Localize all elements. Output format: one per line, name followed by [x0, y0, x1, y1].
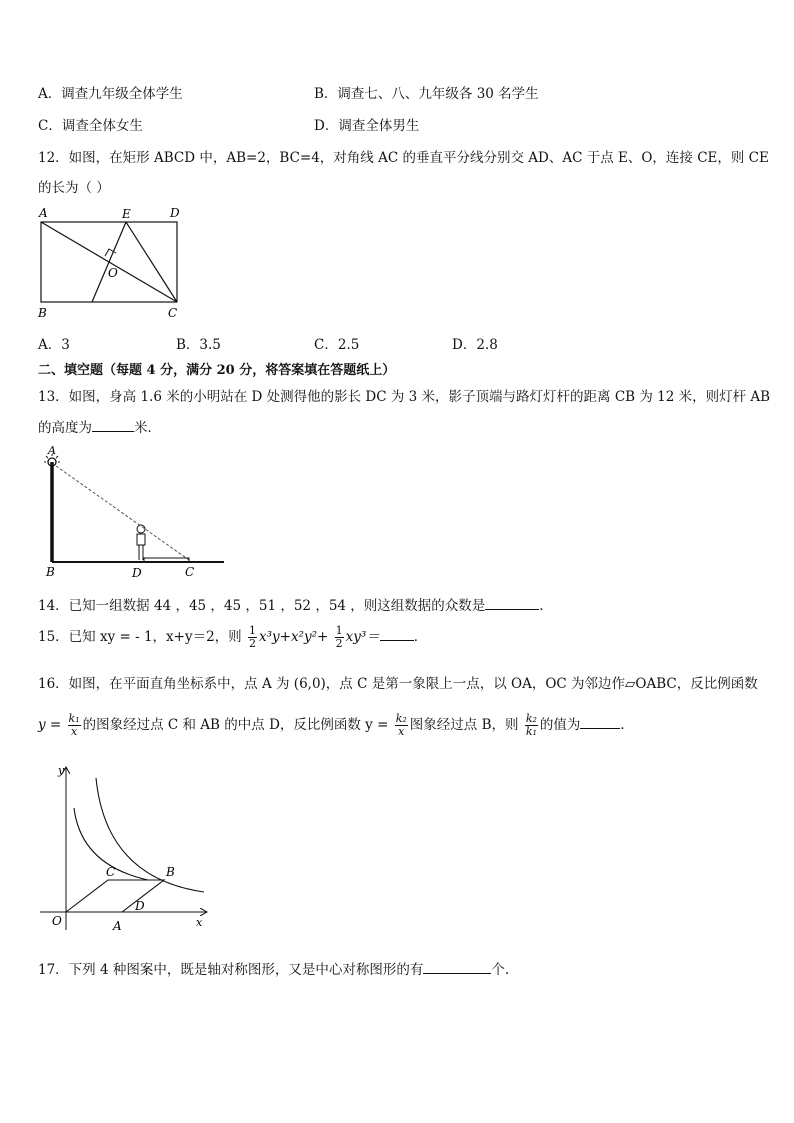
q16-label-x: x: [196, 916, 203, 929]
q16-coordinate-figure: [36, 760, 216, 935]
q16-label-d: D: [135, 899, 145, 913]
q13-streetlight-figure: [36, 442, 231, 582]
q13-label-d: D: [132, 566, 142, 580]
q13-label-c: C: [185, 565, 195, 579]
q12-option-a: A．3: [38, 337, 70, 353]
q12-option-b: B．3.5: [176, 337, 221, 353]
q15-fraction-2: $\frac{1}{2}$: [335, 624, 343, 650]
q12-label-e: E: [122, 207, 131, 221]
q16-label-a: A: [113, 919, 122, 933]
q16-fraction-k1-x: $\frac{\text{k₁}}{x}$: [68, 712, 80, 738]
q16-stem-line1: 16．如图，在平面直角坐标系中，点 A 为 (6,0)，点 C 是第一象限上一点，以 OA，OC 为邻边作▱OABC，反比例函数: [38, 676, 758, 692]
q11-option-a: A．调查九年级全体学生: [38, 86, 183, 102]
q13-person-icon: [137, 525, 145, 560]
q12-stem-line2: 的长为（ ）: [38, 180, 110, 196]
q13-label-b: B: [46, 565, 55, 579]
q15-stem: 15．已知 xy = - 1，x+y＝2，则 $\frac{1}{2}$ x³y+x²y²+ $\frac{1}{2}$ xy³＝ ．: [38, 624, 428, 650]
q16-label-o: O: [52, 914, 62, 928]
q11-option-b: B．调查七、八、九年级各 30 名学生: [314, 86, 539, 102]
q13-label-a: A: [48, 444, 56, 457]
q14-stem: 14．已知一组数据 44 ，45 ，45 ，51 ，52 ，54 ，则这组数据的众数是 .: [38, 598, 544, 614]
q12-label-c: C: [168, 306, 178, 320]
q14-answer-blank[interactable]: [485, 597, 539, 610]
q17-stem: 17．下列 4 种图案中，既是轴对称图形，又是中心对称图形的有 个.: [38, 962, 510, 978]
q11-option-d: D．调查全体男生: [314, 118, 420, 134]
q13-stem-line1: 13．如图，身高 1.6 米的小明站在 D 处测得他的影长 DC 为 3 米，影子顶端与路灯灯杆的距离 CB 为 12 米，则灯杆 AB: [38, 389, 771, 405]
q11-option-c: C．调查全体女生: [38, 118, 143, 134]
q13-stem-line2: 的高度为 米．: [38, 420, 161, 436]
q12-label-b: B: [38, 306, 47, 320]
q16-label-c: C: [106, 865, 116, 879]
q16-fraction-k2-x: $\frac{\text{k₂}}{x}$: [395, 712, 407, 738]
section2-header: 二、填空题（每题 4 分，满分 20 分，将答案填在答题纸上）: [38, 363, 396, 378]
q16-label-y: y: [58, 764, 65, 777]
q12-label-d: D: [170, 206, 180, 220]
q16-fraction-k2-k1: $\frac{\text{k₂}}{\text{k₁}}$: [525, 712, 537, 738]
q12-option-d: D．2.8: [452, 337, 498, 353]
q15-fraction-1: $\frac{1}{2}$: [248, 624, 256, 650]
q16-answer-blank[interactable]: [580, 716, 620, 729]
q12-rectangle-figure: [30, 204, 200, 322]
q12-stem-line1: 12．如图，在矩形 ABCD 中，AB=2，BC=4，对角线 AC 的垂直平分线分别交 AD、AC 于点 E、O，连接 CE，则 CE: [38, 150, 769, 166]
q15-answer-blank[interactable]: [380, 628, 414, 641]
q16-label-b: B: [166, 865, 175, 879]
q12-label-a: A: [39, 206, 48, 220]
q13-answer-blank[interactable]: [92, 419, 134, 432]
q16-stem-line2: y = $\frac{\text{k₁}}{x}$ 的图象经过点 C 和 AB 的中点 D，反比例函数 y = $\frac{\text{k₂}}{x}$ 图象经过点 B，则 $\frac{\text{k₂}}{\text{k₁}}$ 的值为 ．: [38, 712, 634, 738]
q17-answer-blank[interactable]: [423, 961, 491, 974]
q12-label-o: O: [108, 266, 118, 280]
q12-option-c: C．2.5: [314, 337, 360, 353]
